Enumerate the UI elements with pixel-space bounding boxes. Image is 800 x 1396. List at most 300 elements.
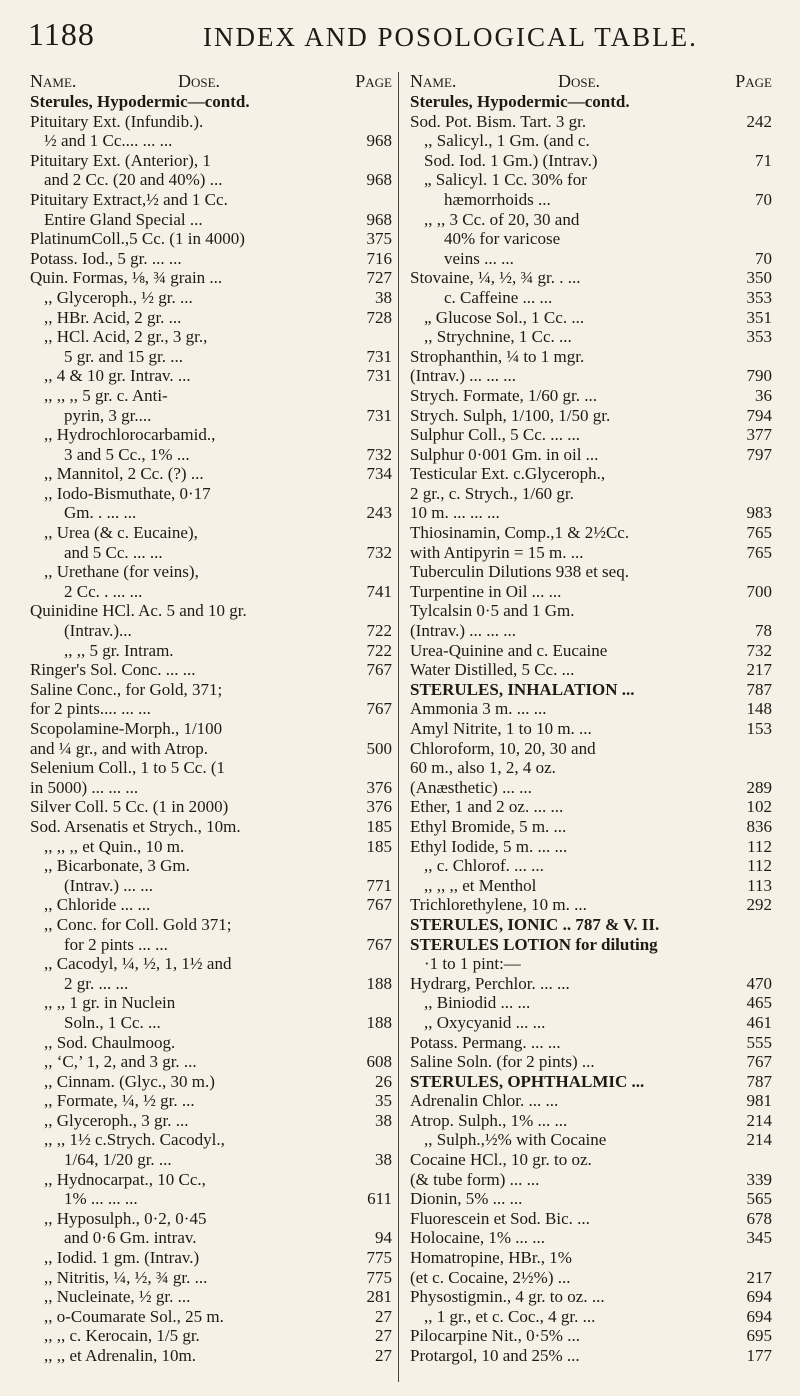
index-entry bbox=[410, 1052, 772, 1072]
index-entry bbox=[30, 837, 392, 857]
index-entry bbox=[410, 1248, 772, 1268]
entry-text: and ¼ gr., and with Atrop. bbox=[30, 738, 209, 758]
entry-page-number: 767 bbox=[364, 699, 393, 719]
index-entry bbox=[410, 895, 772, 915]
entry-text: ,, Nucleinate, ½ gr. ... bbox=[44, 1287, 191, 1307]
entry-page-number: 36 bbox=[752, 386, 772, 406]
entry-page-number: 797 bbox=[744, 445, 773, 465]
entry-text: „ Glucose Sol., 1 Cc. ... bbox=[424, 307, 585, 327]
index-entry bbox=[410, 308, 772, 328]
entry-text: Holocaine, 1% ... ... bbox=[410, 1228, 546, 1248]
entry-page-number: 787 bbox=[744, 1072, 773, 1092]
index-entry bbox=[410, 1209, 772, 1229]
index-entry bbox=[410, 406, 772, 426]
entry-page-number: 217 bbox=[744, 660, 773, 680]
index-entry bbox=[30, 503, 392, 523]
index-entry bbox=[410, 288, 772, 308]
entry-page-number: 611 bbox=[364, 1189, 392, 1209]
entry-text: in 5000) ... ... ... bbox=[30, 777, 139, 797]
index-entry bbox=[30, 445, 392, 465]
entry-page-number: 981 bbox=[744, 1091, 773, 1111]
entry-text: hæmorrhoids ... bbox=[444, 189, 551, 209]
index-entry bbox=[410, 582, 772, 602]
entry-page-number: 112 bbox=[744, 837, 772, 857]
page-header-label: Page bbox=[355, 71, 392, 91]
index-entry bbox=[410, 92, 772, 112]
entry-page-number: 70 bbox=[752, 190, 772, 210]
entry-text: 5 gr. and 15 gr. ... bbox=[64, 346, 183, 366]
entry-text: Sod. Arsenatis et Strych., 10m. bbox=[30, 816, 241, 836]
entry-page-number: 461 bbox=[744, 1013, 773, 1033]
entry-page-number: 217 bbox=[744, 1268, 773, 1288]
entry-text: PlatinumColl.,5 Cc. (1 in 4000) bbox=[30, 229, 245, 249]
entry-text: ,, Hydnocarpat., 10 Cc., bbox=[44, 1169, 206, 1189]
entry-text: Urea-Quinine and c. Eucaine bbox=[410, 640, 608, 660]
index-entry bbox=[410, 131, 772, 151]
index-entry bbox=[410, 425, 772, 445]
index-entry bbox=[30, 856, 392, 876]
index-entry bbox=[410, 445, 772, 465]
entry-text: ,, Nitritis, ¼, ½, ¾ gr. ... bbox=[44, 1267, 208, 1287]
entry-page-number: 565 bbox=[744, 1189, 773, 1209]
index-entry bbox=[410, 993, 772, 1013]
entry-text: 10 m. ... ... ... bbox=[410, 503, 500, 523]
index-entry bbox=[30, 1287, 392, 1307]
index-entry bbox=[30, 797, 392, 817]
entry-text: ,, ,, 5 gr. Intram. bbox=[64, 640, 174, 660]
index-entry bbox=[410, 1091, 772, 1111]
entry-text: Hydrarg, Perchlor. ... ... bbox=[410, 973, 570, 993]
entry-page-number: 112 bbox=[744, 856, 772, 876]
entry-page-number: 765 bbox=[744, 543, 773, 563]
entry-page-number: 185 bbox=[364, 817, 393, 837]
index-entry bbox=[30, 562, 392, 582]
entry-text: Sterules, Hypodermic—contd. bbox=[30, 92, 250, 111]
index-entry bbox=[30, 229, 392, 249]
entry-page-number: 732 bbox=[364, 543, 393, 563]
index-entry bbox=[410, 229, 772, 249]
entry-text: ,, Sulph.,½% with Cocaine bbox=[424, 1130, 607, 1150]
entry-text: and 0·6 Gm. intrav. bbox=[64, 1228, 197, 1248]
index-entry bbox=[30, 386, 392, 406]
index-entry bbox=[410, 915, 772, 935]
index-entry bbox=[30, 1189, 392, 1209]
index-entry bbox=[30, 1228, 392, 1248]
entry-text: ,, Glyceroph., ½ gr. ... bbox=[44, 287, 193, 307]
index-entry bbox=[30, 621, 392, 641]
entry-text: (Intrav.) ... ... bbox=[64, 875, 154, 895]
entry-page-number: 765 bbox=[744, 523, 773, 543]
entry-text: and 5 Cc. ... ... bbox=[64, 542, 163, 562]
entry-text: STERULES, INHALATION ... bbox=[410, 679, 635, 699]
entry-text: Potass. Permang. ... ... bbox=[410, 1032, 561, 1052]
entry-page-number: 376 bbox=[364, 797, 393, 817]
entry-text: ,, Iodo-Bismuthate, 0·17 bbox=[44, 483, 211, 503]
entry-text: ,, Formate, ¼, ½ gr. ... bbox=[44, 1091, 195, 1111]
index-entry bbox=[410, 954, 772, 974]
entry-text: ,, Bicarbonate, 3 Gm. bbox=[44, 856, 190, 876]
entry-page-number: 148 bbox=[744, 699, 773, 719]
index-entry bbox=[30, 1111, 392, 1131]
entry-text: (Anæsthetic) ... ... bbox=[410, 777, 532, 797]
entry-page-number: 722 bbox=[364, 641, 393, 661]
index-entry bbox=[30, 347, 392, 367]
column-header-right bbox=[410, 72, 772, 92]
index-entry bbox=[30, 170, 392, 190]
entry-text: Tylcalsin 0·5 and 1 Gm. bbox=[410, 601, 575, 621]
index-entry bbox=[30, 641, 392, 661]
entry-text: (& tube form) ... ... bbox=[410, 1169, 540, 1189]
entry-text: Thiosinamin, Comp.,1 & 2½Cc. bbox=[410, 523, 630, 543]
entry-text: Trichlorethylene, 10 m. ... bbox=[410, 895, 587, 915]
entry-text: 40% for varicose bbox=[444, 229, 561, 249]
entry-text: Entire Gland Special ... bbox=[44, 209, 203, 229]
index-entry bbox=[410, 817, 772, 837]
index-entry bbox=[410, 856, 772, 876]
entry-text: ,, ,, 3 Cc. of 20, 30 and bbox=[424, 209, 580, 229]
entry-page-number: 836 bbox=[744, 817, 773, 837]
index-entry bbox=[410, 1033, 772, 1053]
entry-text: Pituitary Ext. (Infundib.). bbox=[30, 111, 204, 131]
entry-page-number: 731 bbox=[364, 366, 393, 386]
index-entry bbox=[410, 268, 772, 288]
entry-page-number: 188 bbox=[364, 1013, 393, 1033]
entry-text: STERULES, IONIC .. 787 & V. II. bbox=[410, 914, 660, 934]
entry-text: ,, Mannitol, 2 Cc. (?) ... bbox=[44, 464, 204, 484]
entry-page-number: 470 bbox=[744, 974, 773, 994]
entry-page-number: 727 bbox=[364, 268, 393, 288]
entry-text: Turpentine in Oil ... ... bbox=[410, 581, 562, 601]
entry-page-number: 731 bbox=[364, 406, 393, 426]
dose-header: Dose. bbox=[178, 71, 221, 91]
name-header: Name. bbox=[410, 71, 457, 91]
right-index-column bbox=[410, 72, 772, 1366]
entry-page-number: 113 bbox=[744, 876, 772, 896]
entry-text: ,, Urethane (for veins), bbox=[44, 562, 199, 582]
index-entry bbox=[410, 543, 772, 563]
index-entry bbox=[410, 1111, 772, 1131]
entry-text: Pituitary Ext. (Anterior), 1 bbox=[30, 150, 211, 170]
entry-text: Ethyl Iodide, 5 m. ... ... bbox=[410, 836, 568, 856]
entry-page-number: 376 bbox=[364, 778, 393, 798]
index-entry bbox=[30, 739, 392, 759]
page-number: 1188 bbox=[28, 16, 95, 52]
index-entry bbox=[30, 112, 392, 132]
entry-page-number: 728 bbox=[364, 308, 393, 328]
left-index-column bbox=[30, 72, 392, 1366]
entry-text: ,, Strychnine, 1 Cc. ... bbox=[424, 327, 572, 347]
name-header: Name. bbox=[30, 71, 77, 91]
index-entry bbox=[30, 758, 392, 778]
index-entry bbox=[410, 1268, 772, 1288]
entry-page-number: 732 bbox=[364, 445, 393, 465]
entry-text: Adrenalin Chlor. ... ... bbox=[410, 1091, 559, 1111]
entry-page-number: 345 bbox=[744, 1228, 773, 1248]
entry-page-number: 794 bbox=[744, 406, 773, 426]
entry-text: ,, ,, ,, et Menthol bbox=[424, 875, 537, 895]
entry-text: pyrin, 3 gr.... bbox=[64, 405, 152, 425]
entry-text: (Intrav.)... bbox=[64, 621, 132, 641]
index-entry bbox=[30, 523, 392, 543]
index-entry bbox=[30, 1072, 392, 1092]
index-entry bbox=[30, 993, 392, 1013]
index-entry bbox=[410, 974, 772, 994]
index-entry bbox=[410, 837, 772, 857]
entry-page-number: 350 bbox=[744, 268, 773, 288]
index-entry bbox=[30, 935, 392, 955]
entry-page-number: 35 bbox=[372, 1091, 392, 1111]
entry-text: Water Distilled, 5 Cc. ... bbox=[410, 660, 575, 680]
index-entry bbox=[30, 249, 392, 269]
index-entry bbox=[410, 660, 772, 680]
entry-text: ,, Sod. Chaulmoog. bbox=[44, 1032, 176, 1052]
index-entry bbox=[410, 1346, 772, 1366]
entry-text: Quin. Formas, ⅛, ¾ grain ... bbox=[30, 268, 223, 288]
entry-page-number: 732 bbox=[744, 641, 773, 661]
entry-text: ,, Cinnam. (Glyc., 30 m.) bbox=[44, 1071, 215, 1091]
entry-page-number: 27 bbox=[372, 1307, 392, 1327]
entry-page-number: 102 bbox=[744, 797, 773, 817]
index-entry bbox=[410, 1189, 772, 1209]
index-entry bbox=[30, 1307, 392, 1327]
entry-page-number: 339 bbox=[744, 1170, 773, 1190]
entry-text: ,, Glyceroph., 3 gr. ... bbox=[44, 1110, 189, 1130]
index-entry bbox=[30, 366, 392, 386]
entry-text: ,, HBr. Acid, 2 gr. ... bbox=[44, 307, 182, 327]
entry-text: Sod. Pot. Bism. Tart. 3 gr. bbox=[410, 111, 587, 131]
entry-page-number: 188 bbox=[364, 974, 393, 994]
entry-text: Chloroform, 10, 20, 30 and bbox=[410, 738, 596, 758]
entry-text: 3 and 5 Cc., 1% ... bbox=[64, 444, 190, 464]
entry-text: ,, o-Coumarate Sol., 25 m. bbox=[44, 1306, 224, 1326]
index-entry bbox=[30, 288, 392, 308]
entry-page-number: 465 bbox=[744, 993, 773, 1013]
entry-text: ,, ‘C,’ 1, 2, and 3 gr. ... bbox=[44, 1052, 197, 1072]
index-entry bbox=[410, 758, 772, 778]
entry-page-number: 353 bbox=[744, 327, 773, 347]
entry-text: ,, ,, 1½ c.Strych. Cacodyl., bbox=[44, 1130, 225, 1150]
entry-page-number: 790 bbox=[744, 366, 773, 386]
entry-text: 2 gr., c. Strych., 1/60 gr. bbox=[410, 483, 574, 503]
entry-text: (Intrav.) ... ... ... bbox=[410, 621, 517, 641]
entry-text: Cocaine HCl., 10 gr. to oz. bbox=[410, 1150, 592, 1170]
entry-page-number: 775 bbox=[364, 1248, 393, 1268]
entry-page-number: 353 bbox=[744, 288, 773, 308]
index-entry bbox=[30, 131, 392, 151]
index-entry bbox=[30, 484, 392, 504]
entry-text: Saline Soln. (for 2 pints) ... bbox=[410, 1052, 595, 1072]
index-entry bbox=[410, 1326, 772, 1346]
index-entry bbox=[410, 719, 772, 739]
entry-text: ,, c. Chlorof. ... ... bbox=[424, 856, 544, 876]
entry-page-number: 375 bbox=[364, 229, 393, 249]
entry-text: Ringer's Sol. Conc. ... ... bbox=[30, 660, 196, 680]
entry-page-number: 968 bbox=[364, 170, 393, 190]
entry-page-number: 289 bbox=[744, 778, 773, 798]
entry-page-number: 38 bbox=[372, 288, 392, 308]
index-entry bbox=[30, 1130, 392, 1150]
index-entry bbox=[410, 1307, 772, 1327]
entry-text: ,, Salicyl., 1 Gm. (and c. bbox=[424, 131, 590, 151]
index-entry bbox=[30, 817, 392, 837]
index-entry bbox=[30, 464, 392, 484]
index-entry bbox=[30, 1150, 392, 1170]
index-entry bbox=[410, 464, 772, 484]
index-entry bbox=[30, 895, 392, 915]
entry-text: Homatropine, HBr., 1% bbox=[410, 1248, 572, 1268]
index-entry bbox=[30, 719, 392, 739]
entry-text: Physostigmin., 4 gr. to oz. ... bbox=[410, 1287, 605, 1307]
column-header-left bbox=[30, 72, 392, 92]
entry-page-number: 775 bbox=[364, 1268, 393, 1288]
entry-text: ,, Urea (& c. Eucaine), bbox=[44, 523, 198, 543]
entry-text: Ammonia 3 m. ... ... bbox=[410, 699, 547, 719]
index-entry bbox=[410, 523, 772, 543]
index-entry bbox=[30, 660, 392, 680]
entry-text: ,, ,, et Adrenalin, 10m. bbox=[44, 1346, 197, 1365]
entry-page-number: 38 bbox=[372, 1111, 392, 1131]
dose-header: Dose. bbox=[558, 71, 601, 91]
entry-page-number: 377 bbox=[744, 425, 773, 445]
index-entry bbox=[410, 935, 772, 955]
index-entry bbox=[30, 1170, 392, 1190]
entry-page-number: 767 bbox=[744, 1052, 773, 1072]
entry-text: Pituitary Extract,½ and 1 Cc. bbox=[30, 189, 228, 209]
entry-text: „ Salicyl. 1 Cc. 30% for bbox=[424, 170, 587, 190]
index-entry bbox=[410, 249, 772, 269]
entry-text: and 2 Cc. (20 and 40%) ... bbox=[44, 170, 223, 190]
index-entry bbox=[30, 974, 392, 994]
index-entry bbox=[30, 1209, 392, 1229]
entry-page-number: 177 bbox=[744, 1346, 773, 1366]
entry-text: ,, Oxycyanid ... ... bbox=[424, 1012, 546, 1032]
entry-page-number: 27 bbox=[372, 1346, 392, 1366]
entry-text: Strych. Sulph, 1/100, 1/50 gr. bbox=[410, 405, 611, 425]
entry-text: 2 gr. ... ... bbox=[64, 973, 129, 993]
index-entry bbox=[30, 601, 392, 621]
entry-page-number: 694 bbox=[744, 1287, 773, 1307]
index-entry bbox=[30, 308, 392, 328]
entry-text: 1% ... ... ... bbox=[64, 1189, 138, 1209]
entry-text: Sod. Iod. 1 Gm.) (Intrav.) bbox=[424, 150, 598, 170]
entry-text: ,, Cacodyl, ¼, ½, 1, 1½ and bbox=[44, 954, 232, 974]
entry-page-number: 678 bbox=[744, 1209, 773, 1229]
entry-page-number: 694 bbox=[744, 1307, 773, 1327]
entry-text: Soln., 1 Cc. ... bbox=[64, 1012, 161, 1032]
entry-text: Dionin, 5% ... ... bbox=[410, 1189, 523, 1209]
index-entry bbox=[410, 170, 772, 190]
index-entry bbox=[30, 92, 392, 112]
entry-text: STERULES, OPHTHALMIC ... bbox=[410, 1071, 645, 1091]
index-entry bbox=[410, 190, 772, 210]
index-entry bbox=[410, 484, 772, 504]
entry-text: ,, ,, c. Kerocain, 1/5 gr. bbox=[44, 1326, 200, 1346]
index-entry bbox=[30, 268, 392, 288]
index-entry bbox=[410, 1013, 772, 1033]
entry-text: Ether, 1 and 2 oz. ... ... bbox=[410, 797, 564, 817]
entry-text: 2 Cc. . ... ... bbox=[64, 581, 143, 601]
entry-page-number: 153 bbox=[744, 719, 773, 739]
entry-text: STERULES LOTION for diluting bbox=[410, 934, 658, 954]
index-entry bbox=[410, 1150, 772, 1170]
entry-page-number: 731 bbox=[364, 347, 393, 367]
entry-text: Stovaine, ¼, ½, ¾ gr. . ... bbox=[410, 268, 581, 288]
index-entry bbox=[410, 778, 772, 798]
entry-text: veins ... ... bbox=[444, 248, 514, 268]
entry-page-number: 185 bbox=[364, 837, 393, 857]
index-entry bbox=[410, 1170, 772, 1190]
entry-text: ½ and 1 Cc.... ... ... bbox=[44, 131, 173, 151]
entry-page-number: 716 bbox=[364, 249, 393, 269]
entry-text: ,, ,, 1 gr. in Nuclein bbox=[44, 993, 176, 1013]
entry-page-number: 214 bbox=[744, 1130, 773, 1150]
entry-page-number: 500 bbox=[364, 739, 393, 759]
index-entry bbox=[410, 562, 772, 582]
index-entry bbox=[30, 406, 392, 426]
entry-text: Strophanthin, ¼ to 1 mgr. bbox=[410, 346, 585, 366]
entry-text: ·1 to 1 pint:— bbox=[424, 954, 521, 974]
entry-text: with Antipyrin = 15 m. ... bbox=[410, 542, 584, 562]
entry-page-number: 351 bbox=[744, 308, 773, 328]
index-entry bbox=[410, 210, 772, 230]
entry-page-number: 243 bbox=[364, 503, 393, 523]
entry-text: Saline Conc., for Gold, 371; bbox=[30, 679, 223, 699]
column-divider bbox=[398, 72, 399, 1382]
index-entry bbox=[410, 112, 772, 132]
index-entry bbox=[410, 1130, 772, 1150]
index-entry bbox=[30, 425, 392, 445]
entry-text: Sulphur 0·001 Gm. in oil ... bbox=[410, 444, 599, 464]
entry-text: Fluorescein et Sod. Bic. ... bbox=[410, 1208, 590, 1228]
entry-text: ,, Iodid. 1 gm. (Intrav.) bbox=[44, 1248, 200, 1268]
entry-page-number: 281 bbox=[364, 1287, 393, 1307]
entry-text: Selenium Coll., 1 to 5 Cc. (1 bbox=[30, 758, 226, 778]
entry-text: 1/64, 1/20 gr. ... bbox=[64, 1150, 172, 1170]
entry-text: Quinidine HCl. Ac. 5 and 10 gr. bbox=[30, 601, 247, 621]
entry-text: Amyl Nitrite, 1 to 10 m. ... bbox=[410, 719, 592, 738]
entry-page-number: 968 bbox=[364, 131, 393, 151]
entry-page-number: 26 bbox=[372, 1072, 392, 1092]
index-entry bbox=[30, 1052, 392, 1072]
entry-page-number: 767 bbox=[364, 895, 393, 915]
entry-text: Sterules, Hypodermic—contd. bbox=[410, 92, 630, 111]
entry-text: ,, Chloride ... ... bbox=[44, 895, 151, 915]
index-entry bbox=[30, 1268, 392, 1288]
entry-text: 60 m., also 1, 2, 4 oz. bbox=[410, 758, 556, 778]
index-entry bbox=[410, 739, 772, 759]
entry-text: ,, Biniodid ... ... bbox=[424, 993, 531, 1013]
index-entry bbox=[30, 190, 392, 210]
index-entry bbox=[410, 797, 772, 817]
entry-text: (et c. Cocaine, 2½%) ... bbox=[410, 1267, 571, 1287]
entry-text: Atrop. Sulph., 1% ... ... bbox=[410, 1110, 568, 1130]
index-entry bbox=[30, 151, 392, 171]
index-entry bbox=[410, 699, 772, 719]
index-entry bbox=[30, 1091, 392, 1111]
entry-page-number: 695 bbox=[744, 1326, 773, 1346]
index-entry bbox=[410, 1287, 772, 1307]
entry-page-number: 555 bbox=[744, 1033, 773, 1053]
entry-page-number: 722 bbox=[364, 621, 393, 641]
index-entry bbox=[30, 1326, 392, 1346]
entry-text: c. Caffeine ... ... bbox=[444, 287, 553, 307]
index-entry bbox=[30, 954, 392, 974]
index-entry bbox=[410, 601, 772, 621]
entry-text: Silver Coll. 5 Cc. (1 in 2000) bbox=[30, 797, 229, 817]
entry-page-number: 214 bbox=[744, 1111, 773, 1131]
page-header-label: Page bbox=[735, 71, 772, 91]
entry-page-number: 734 bbox=[364, 464, 393, 484]
